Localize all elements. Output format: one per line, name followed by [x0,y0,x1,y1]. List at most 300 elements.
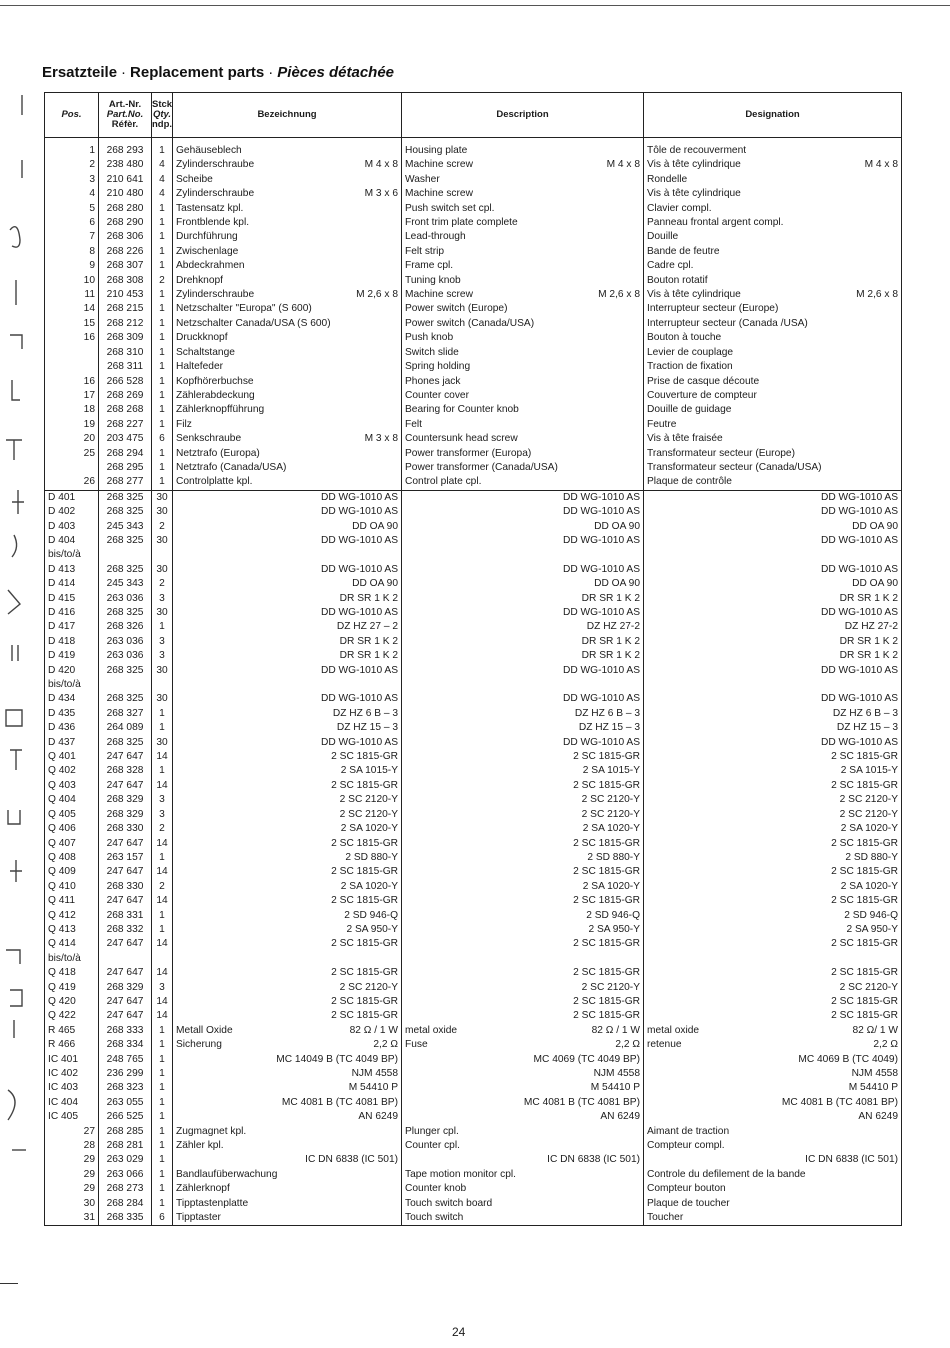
cell-qty: 1 [152,1197,173,1211]
cell-bezeichnung [173,1153,402,1167]
table-row [45,1168,902,1182]
designation-text: Couverture de compteur [647,389,757,401]
cell-art-nr: 247 647 [99,1009,152,1023]
cell-bezeichnung [173,520,402,534]
table-row [45,952,902,966]
cell-pos: 1 [45,138,99,159]
cell-art-nr [99,952,152,966]
table-row [45,274,902,288]
cell-art-nr: 268 308 [99,274,152,288]
designation-text: retenue [647,1039,682,1051]
cell-pos: D 402 [45,505,99,519]
description-text: Washer [405,173,440,185]
table-row [45,138,902,159]
cell-art-nr: 263 157 [99,851,152,865]
table-row [45,750,902,764]
cell-pos: 20 [45,432,99,446]
description-text: Counter cpl. [405,1140,460,1152]
cell-designation [644,837,902,851]
cell-qty: 3 [152,808,173,822]
cell-description [402,288,644,302]
cell-pos: 16 [45,375,99,389]
bezeichnung-text: Zählerknopfführung [176,404,265,416]
cell-qty: 1 [152,302,173,316]
table-row [45,187,902,201]
cell-art-nr: 268 269 [99,389,152,403]
cell-bezeichnung [173,563,402,577]
description-text: Control plate cpl. [405,476,482,488]
designation-spec: DD WG-1010 AS [821,534,898,546]
designation-spec: 2 SC 1815-GR [831,938,898,950]
table-row [45,1139,902,1153]
cell-art-nr: 268 325 [99,664,152,678]
cell-description [402,707,644,721]
cell-qty: 1 [152,707,173,721]
description-text: Plunger cpl. [405,1125,459,1137]
cell-bezeichnung [173,230,402,244]
designation-text: Interrupteur secteur (Europe) [647,303,779,315]
header-art-en: Part.No. [106,109,144,120]
cell-pos: Q 420 [45,995,99,1009]
cell-pos: Q 404 [45,793,99,807]
cell-description [402,1211,644,1226]
designation-text: Traction de fixation [647,361,733,373]
cell-designation [644,216,902,230]
bezeichnung-spec: DD WG-1010 AS [321,664,398,676]
cell-description [402,1009,644,1023]
bezeichnung-spec: 2,2 Ω [373,1039,398,1051]
description-spec: DZ HZ 15 – 3 [578,722,640,734]
cell-designation [644,808,902,822]
description-text: Frame cpl. [405,260,454,272]
cell-pos: R 466 [45,1038,99,1052]
cell-pos: 11 [45,288,99,302]
designation-spec: 2 SC 1815-GR [831,895,898,907]
designation-text: Prise de casque découte [647,375,760,387]
cell-description [402,418,644,432]
cell-bezeichnung [173,138,402,159]
cell-art-nr: 268 293 [99,138,152,159]
cell-pos: Q 401 [45,750,99,764]
cell-qty: 1 [152,389,173,403]
bezeichnung-text: Druckknopf [176,332,228,344]
cell-qty: 1 [152,475,173,490]
cell-description [402,635,644,649]
cell-qty: 1 [152,923,173,937]
cell-art-nr: 263 036 [99,635,152,649]
description-spec: DR SR 1 K 2 [581,635,640,647]
bezeichnung-spec: 2 SD 880-Y [345,851,398,863]
description-text: Touch switch board [405,1197,493,1209]
designation-text: Rondelle [647,173,688,185]
designation-spec: 2 SC 1815-GR [831,995,898,1007]
cell-designation [644,692,902,706]
cell-bezeichnung [173,288,402,302]
cell-description [402,158,644,172]
cell-designation [644,202,902,216]
cell-art-nr: 263 066 [99,1168,152,1182]
cell-bezeichnung [173,1211,402,1226]
cell-designation [644,520,902,534]
description-spec: DZ HZ 6 B – 3 [574,707,640,719]
table-row [45,1081,902,1095]
cell-bezeichnung [173,447,402,461]
cell-art-nr [99,548,152,562]
bezeichnung-text: Senkschraube [176,433,242,445]
table-row [45,1009,902,1023]
table-row [45,692,902,706]
cell-art-nr: 268 277 [99,475,152,490]
table-row [45,403,902,417]
bezeichnung-text: Kopfhörerbuchse [176,375,254,387]
cell-designation [644,331,902,345]
cell-qty: 30 [152,505,173,519]
table-row [45,173,902,187]
table-row [45,808,902,822]
cell-art-nr: 268 309 [99,331,152,345]
designation-text: Clavier compl. [647,202,712,214]
cell-qty: 1 [152,230,173,244]
bezeichnung-text: Tipptastenplatte [176,1197,249,1209]
description-text: Power transformer (Europa) [405,447,532,459]
designation-spec: 2 SC 1815-GR [831,751,898,763]
description-spec: 2 SA 1015-Y [582,765,640,777]
description-spec: DD WG-1010 AS [563,693,640,705]
table-row [45,837,902,851]
header-qty-fr: ndp. [152,119,173,130]
cell-designation [644,966,902,980]
cell-pos: Q 410 [45,880,99,894]
table-row [45,360,902,374]
cell-description [402,894,644,908]
bezeichnung-text: Controlplatte kpl. [176,476,253,488]
designation-spec: DZ HZ 15 – 3 [836,722,898,734]
cell-art-nr: 268 325 [99,606,152,620]
cell-qty: 14 [152,837,173,851]
cell-designation [644,288,902,302]
cell-qty: 14 [152,966,173,980]
bezeichnung-text: Schaltstange [176,346,235,358]
cell-description [402,389,644,403]
bezeichnung-text: Zugmagnet kpl. [176,1125,247,1137]
cell-pos: IC 404 [45,1096,99,1110]
bezeichnung-spec: 2 SD 946-Q [344,909,398,921]
table-row [45,822,902,836]
cell-art-nr: 268 284 [99,1197,152,1211]
cell-description [402,981,644,995]
cell-bezeichnung [173,216,402,230]
cell-art-nr: 268 273 [99,1182,152,1196]
designation-spec: 2 SD 880-Y [845,851,898,863]
table-row [45,779,902,793]
description-spec: DZ HZ 27-2 [586,621,640,633]
cell-qty: 14 [152,865,173,879]
cell-description [402,490,644,505]
cell-qty: 1 [152,909,173,923]
cell-art-nr: 268 268 [99,403,152,417]
cell-qty [152,678,173,692]
table-row [45,635,902,649]
table-row [45,909,902,923]
cell-qty: 30 [152,692,173,706]
cell-description [402,1125,644,1139]
cell-qty: 1 [152,331,173,345]
title-de: Ersatzteile [42,64,118,81]
cell-pos: IC 401 [45,1053,99,1067]
cell-bezeichnung [173,793,402,807]
cell-designation [644,346,902,360]
cell-pos: 3 [45,173,99,187]
cell-bezeichnung [173,1038,402,1052]
cell-designation [644,721,902,735]
designation-text: Bouton rotatif [647,274,708,286]
cell-bezeichnung [173,649,402,663]
cell-designation [644,375,902,389]
cell-art-nr: 268 334 [99,1038,152,1052]
cell-art-nr: 268 311 [99,360,152,374]
cell-bezeichnung [173,418,402,432]
cell-art-nr: 268 325 [99,534,152,548]
description-text: Push knob [405,332,454,344]
designation-spec: DR SR 1 K 2 [839,635,898,647]
cell-art-nr: 268 323 [99,1081,152,1095]
cell-pos: Q 403 [45,779,99,793]
cell-designation [644,389,902,403]
cell-designation [644,1168,902,1182]
cell-pos: 30 [45,1197,99,1211]
cell-pos: Q 411 [45,894,99,908]
designation-text: Transformateur secteur (Europe) [647,447,795,459]
cell-designation [644,317,902,331]
table-row [45,664,902,678]
designation-text: Plaque de toucher [647,1197,730,1209]
bezeichnung-text: Frontblende kpl. [176,217,250,229]
cell-qty: 1 [152,375,173,389]
bezeichnung-spec: M 3 x 6 [364,188,398,200]
cell-bezeichnung [173,505,402,519]
cell-qty: 1 [152,1081,173,1095]
cell-art-nr: 263 055 [99,1096,152,1110]
table-row [45,418,902,432]
cell-designation [644,563,902,577]
cell-bezeichnung [173,635,402,649]
cell-art-nr: 268 325 [99,563,152,577]
cell-qty: 14 [152,750,173,764]
cell-pos: D 437 [45,736,99,750]
cell-description [402,216,644,230]
cell-description [402,1053,644,1067]
cell-pos: 29 [45,1153,99,1167]
cell-pos [45,360,99,374]
cell-bezeichnung [173,779,402,793]
designation-spec: DD WG-1010 AS [821,693,898,705]
designation-spec: 2 SC 1815-GR [831,837,898,849]
designation-spec: 2 SA 1020-Y [840,823,898,835]
cell-qty: 1 [152,202,173,216]
header-qty-de: Stck [152,99,173,110]
bezeichnung-spec: DD OA 90 [352,578,398,590]
cell-description [402,1168,644,1182]
table-row [45,389,902,403]
bezeichnung-text: Filz [176,418,192,430]
cell-pos: Q 418 [45,966,99,980]
cell-art-nr: 268 331 [99,909,152,923]
designation-spec: M 4 x 8 [864,159,898,171]
cell-designation [644,635,902,649]
cell-art-nr: 268 285 [99,1125,152,1139]
cell-art-nr: 268 226 [99,245,152,259]
header-qty-en: Qty. [152,109,172,120]
description-text: Push switch set cpl. [405,202,495,214]
cell-qty: 1 [152,317,173,331]
bezeichnung-text: Durchführung [176,231,238,243]
cell-designation [644,1096,902,1110]
description-spec: M 4 x 8 [606,159,640,171]
bezeichnung-text: Tipptaster [176,1212,221,1224]
description-spec: DD OA 90 [594,520,640,532]
cell-description [402,173,644,187]
cell-bezeichnung [173,966,402,980]
table-row [45,432,902,446]
designation-spec: DD WG-1010 AS [821,563,898,575]
cell-description [402,1038,644,1052]
designation-spec: 2 SC 1815-GR [831,779,898,791]
bezeichnung-text: Metall Oxide [176,1024,233,1036]
cell-description [402,995,644,1009]
cell-art-nr: 268 281 [99,1139,152,1153]
cell-qty: 6 [152,1211,173,1226]
cell-designation [644,620,902,634]
cell-designation [644,736,902,750]
description-spec: MC 4081 B (TC 4081 BP) [523,1096,640,1108]
cell-art-nr: 245 343 [99,577,152,591]
header-art-de: Art.-Nr. [108,99,142,110]
designation-text: Vis à tête cylindrique [647,159,741,171]
table-row [45,475,902,490]
cell-description [402,475,644,490]
parts-table [44,92,902,1226]
cell-pos: 7 [45,230,99,244]
cell-qty: 3 [152,649,173,663]
cell-designation [644,1053,902,1067]
cell-qty: 30 [152,736,173,750]
cell-pos: 2 [45,158,99,172]
table-row [45,158,902,172]
cell-designation [644,937,902,951]
cell-qty: 14 [152,995,173,1009]
cell-art-nr: 210 480 [99,187,152,201]
cell-qty: 1 [152,1110,173,1124]
cell-pos: 15 [45,317,99,331]
cell-description [402,360,644,374]
designation-spec: 2 SC 2120-Y [839,808,898,820]
cell-designation [644,403,902,417]
cell-qty: 2 [152,520,173,534]
cell-description [402,1096,644,1110]
cell-description [402,1024,644,1038]
cell-art-nr: 268 280 [99,202,152,216]
bezeichnung-spec: 2 SA 1020-Y [340,823,398,835]
cell-art-nr: 238 480 [99,158,152,172]
cell-art-nr: 245 343 [99,520,152,534]
cell-bezeichnung [173,1125,402,1139]
bezeichnung-text: Drehknopf [176,274,224,286]
cell-pos: 29 [45,1182,99,1196]
header-qty [152,93,173,138]
cell-bezeichnung [173,1168,402,1182]
description-spec: 2 SC 1815-GR [573,837,640,849]
cell-pos: D 436 [45,721,99,735]
cell-bezeichnung [173,158,402,172]
cell-art-nr: 268 326 [99,620,152,634]
designation-text: Tôle de recouverment [647,145,747,156]
cell-bezeichnung [173,995,402,1009]
cell-pos: D 401 [45,490,99,505]
cell-pos: 27 [45,1125,99,1139]
margin-mark [0,1283,18,1284]
cell-art-nr: 268 295 [99,461,152,475]
table-row [45,520,902,534]
description-text: Power switch (Europe) [405,303,508,315]
bezeichnung-text: Zähler kpl. [176,1140,224,1152]
cell-designation [644,1125,902,1139]
cell-qty: 14 [152,937,173,951]
cell-bezeichnung [173,577,402,591]
bezeichnung-spec: DD WG-1010 AS [321,607,398,618]
bezeichnung-spec: M 2,6 x 8 [356,289,398,301]
cell-bezeichnung [173,1197,402,1211]
cell-designation [644,1182,902,1196]
bezeichnung-spec: 2 SC 1815-GR [331,837,398,849]
cell-art-nr: 268 306 [99,230,152,244]
table-row [45,1125,902,1139]
cell-bezeichnung [173,1081,402,1095]
cell-bezeichnung [173,620,402,634]
cell-description [402,1153,644,1167]
bezeichnung-spec: 2 SC 1815-GR [331,1010,398,1022]
cell-designation [644,664,902,678]
cell-qty: 14 [152,894,173,908]
cell-bezeichnung [173,1053,402,1067]
designation-text: Compteur bouton [647,1183,726,1195]
bezeichnung-spec: MC 4081 B (TC 4081 BP) [281,1096,398,1108]
cell-description [402,865,644,879]
designation-spec: 2 SD 946-Q [844,909,898,921]
cell-bezeichnung [173,808,402,822]
cell-designation [644,1197,902,1211]
cell-description [402,403,644,417]
cell-art-nr: 268 307 [99,259,152,273]
cell-bezeichnung [173,403,402,417]
cell-pos: IC 403 [45,1081,99,1095]
description-spec: 2 SC 1815-GR [573,967,640,979]
cell-bezeichnung [173,606,402,620]
designation-text: Aimant de traction [647,1125,730,1137]
designation-text: Cadre cpl. [647,260,694,272]
table-row [45,534,902,548]
cell-description [402,259,644,273]
cell-pos: Q 408 [45,851,99,865]
cell-qty: 1 [152,1125,173,1139]
cell-pos: D 418 [45,635,99,649]
cell-description [402,138,644,159]
cell-qty: 14 [152,779,173,793]
designation-spec: 2 SA 950-Y [846,923,898,935]
cell-pos: 25 [45,447,99,461]
cell-qty: 3 [152,592,173,606]
table-row [45,245,902,259]
table-row [45,707,902,721]
